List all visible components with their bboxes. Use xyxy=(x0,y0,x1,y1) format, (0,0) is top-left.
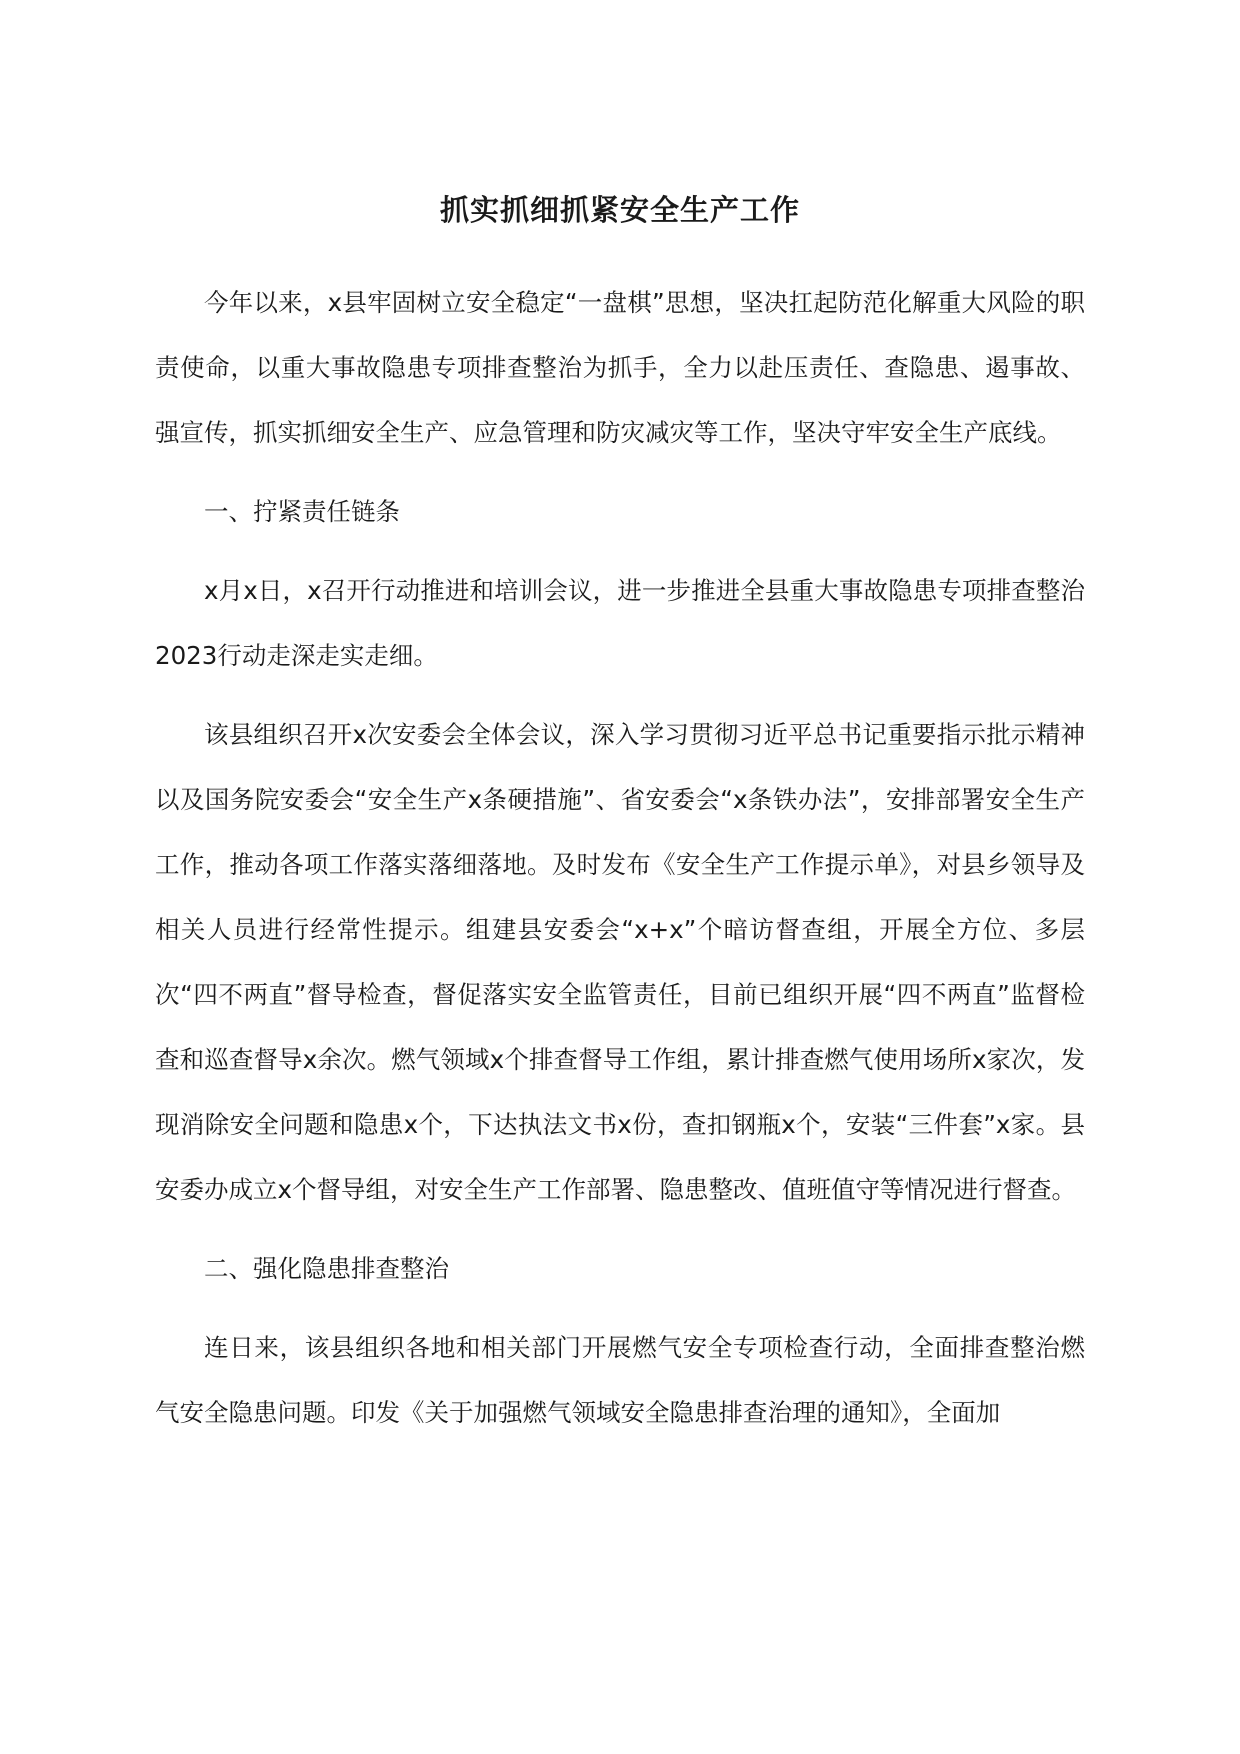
section-1-paragraph-1: x月x日，x召开行动推进和培训会议，进一步推进全县重大事故隐患专项排查整治2023行动走深走实走细。 xyxy=(155,576,1085,670)
section-2-paragraph-1: 连日来，该县组织各地和相关部门开展燃气安全专项检查行动，全面排查整治燃气安全隐患问题。印发《关于加强燃气领域安全隐患排查治理的通知》，全面加 xyxy=(155,1333,1085,1427)
document-body xyxy=(155,270,1085,1459)
intro-paragraph: 今年以来，x县牢固树立安全稳定“一盘棋”思想，坚决扛起防范化解重大风险的职责使命，以重大事故隐患专项排查整治为抓手，全力以赴压责任、查隐患、遏事故、强宣传，抓实抓细安全生产、应急管理和防灾减灾等工作，坚决守牢安全生产底线。 xyxy=(155,288,1085,447)
section-1-paragraph-2: 该县组织召开x次安委会全体会议，深入学习贯彻习近平总书记重要指示批示精神以及国务院安委会“安全生产x条硬措施”、省安委会“x条铁办法”，安排部署安全生产工作，推动各项工作落实落细落地。及时发布《安全生产工作提示单》，对县乡领导及相关人员进行经常性提示。组建县安委会“x+x”个暗访督查组，开展全方位、多层次“四不两直”督导检查，督促落实安全监管责任，目前已组织开展“四不两直”监督检查和巡查督导x余次。燃气领域x个排查督导工作组，累计排查燃气使用场所x家次，发现消除安全问题和隐患x个，下达执法文书x份，查扣钢瓶x个，安装“三件套”x家。县安委办成立x个督导组，对安全生产工作部署、隐患整改、值班值守等情况进行督查。 xyxy=(155,720,1085,1204)
document-title: 抓实抓细抓紧安全生产工作 xyxy=(439,193,800,227)
section-heading-1: 一、拧紧责任链条 xyxy=(204,497,400,526)
section-heading-2: 二、强化隐患排查整治 xyxy=(204,1254,449,1283)
